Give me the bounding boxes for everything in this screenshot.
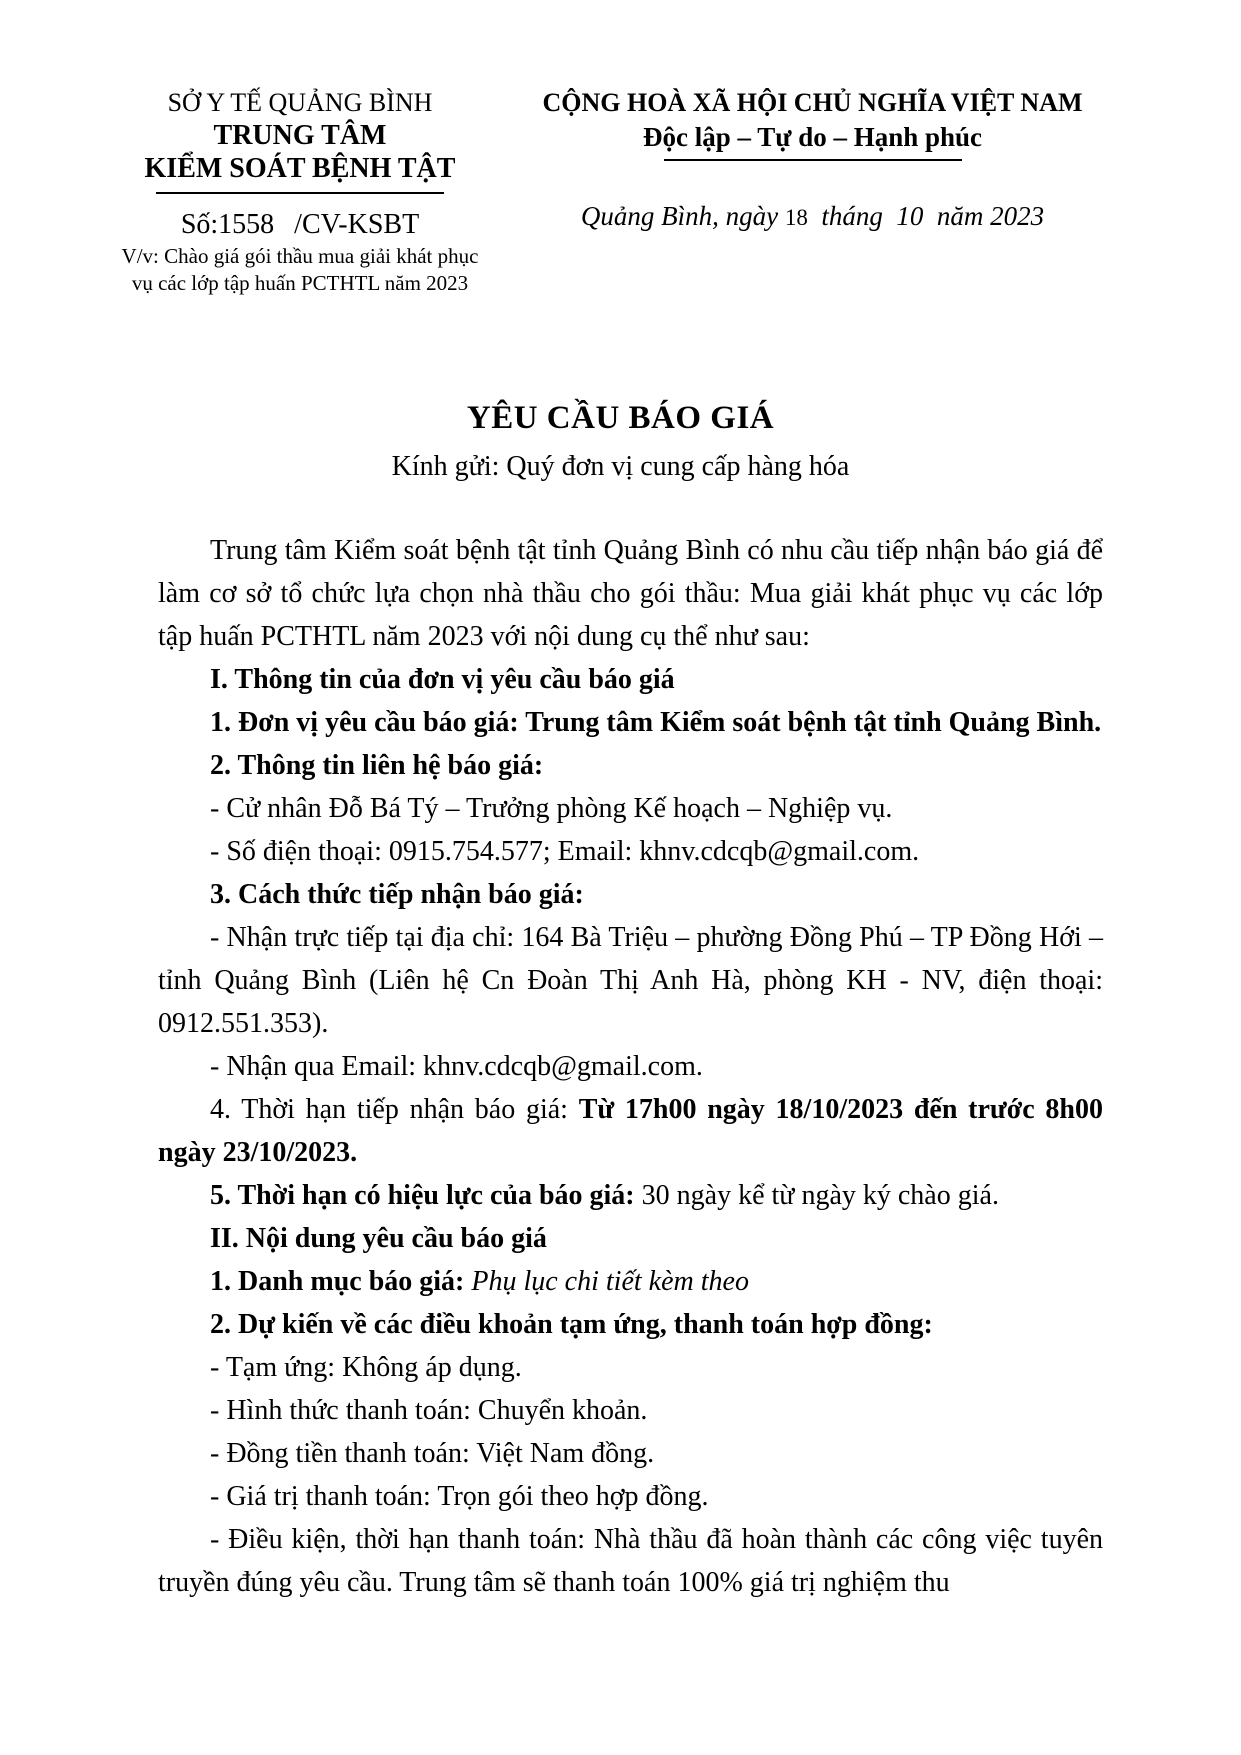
text-run: 30 ngày kể từ ngày ký chào giá.: [641, 1180, 999, 1211]
body-paragraph: [158, 1174, 1103, 1217]
body-paragraph: [158, 1432, 1103, 1475]
org-name-line1: TRUNG TÂM: [213, 119, 387, 151]
body-paragraph: [158, 1518, 1103, 1604]
salutation-line: Kính gửi: Quý đơn vị cung cấp hàng hóa: [391, 451, 850, 482]
text-run: - Tạm ứng: Không áp dụng.: [210, 1352, 522, 1383]
body-paragraph: [158, 1346, 1103, 1389]
document-header: [0, 0, 1241, 338]
text-run: 2. Dự kiến về các điều khoản tạm ứng, thanh toán hợp đồng:: [210, 1309, 933, 1340]
national-motto: Độc lập – Tự do – Hạnh phúc: [642, 121, 983, 152]
body-paragraph: [158, 529, 1103, 658]
document-subject: [95, 243, 505, 298]
body-paragraph: [158, 1389, 1103, 1432]
text-run: II. Nội dung yêu cầu báo giá: [210, 1223, 547, 1254]
body-paragraph: [158, 658, 1103, 701]
body-paragraph: [158, 1260, 1103, 1303]
text-run: 3. Cách thức tiếp nhận báo giá:: [210, 879, 584, 910]
doc-number-suffix: /CV-KSBT: [294, 208, 420, 240]
body-paragraph: [158, 916, 1103, 1045]
issuing-org-block: [95, 88, 505, 297]
body-paragraph: [158, 873, 1103, 916]
text-run: - Giá trị thanh toán: Trọn gói theo hợp đồng.: [210, 1481, 709, 1512]
document-body: [158, 529, 1103, 1604]
text-run: - Điều kiện, thời hạn thanh toán: Nhà thầu đã hoàn thành các công việc tuyên truyền đúng yêu cầu. Trung tâm sẽ thanh toán 100% giá trị nghiệm thu: [158, 1524, 1103, 1598]
body-paragraph: [158, 701, 1103, 744]
text-run: 4. Thời hạn tiếp nhận báo giá:: [210, 1094, 579, 1125]
text-run: 1. Đơn vị yêu cầu báo giá: Trung tâm Kiểm soát bệnh tật tỉnh Quảng Bình.: [210, 707, 1102, 738]
date-place-prefix: Quảng Bình, ngày: [580, 200, 785, 231]
org-name-line2: KIỂM SOÁT BỆNH TẬT: [144, 152, 456, 184]
text-run: - Cử nhân Đỗ Bá Tý – Trưởng phòng Kế hoạch – Nghiệp vụ.: [210, 793, 893, 824]
org-underline-rule: [156, 192, 444, 194]
body-paragraph: [158, 744, 1103, 787]
doc-number-value: 1558: [218, 208, 275, 240]
document-number-line: [95, 208, 505, 241]
body-paragraph: [158, 787, 1103, 830]
text-run: I. Thông tin của đơn vị yêu cầu báo giá: [210, 664, 675, 695]
body-paragraph: [158, 1045, 1103, 1088]
subject-line1: V/v: Chào giá gói thầu mua giải khát phục: [121, 243, 479, 268]
document-title: YÊU CẦU BÁO GIÁ: [466, 400, 775, 436]
text-run: - Nhận trực tiếp tại địa chỉ: 164 Bà Triệu – phường Đồng Phú – TP Đồng Hới – tỉnh Quảng Bình (Liên hệ Cn Đoàn Thị Anh Hà, phòng KH - NV, điện thoại: 0912.551.353).: [158, 922, 1103, 1039]
date-day-value: 18: [784, 204, 808, 230]
text-run: 2. Thông tin liên hệ báo giá:: [210, 750, 544, 781]
doc-number-label: Số:: [180, 208, 219, 240]
parent-org-name: SỞ Y TẾ QUẢNG BÌNH: [167, 88, 433, 117]
text-run: - Nhận qua Email: khnv.cdcqb@gmail.com.: [210, 1051, 703, 1082]
text-run: - Số điện thoại: 0915.754.577; Email: khnv.cdcqb@gmail.com.: [210, 836, 920, 867]
national-title: CỘNG HOÀ XÃ HỘI CHỦ NGHĨA VIỆT NAM: [542, 88, 1083, 117]
date-rest: tháng 10 năm 2023: [807, 200, 1045, 231]
body-paragraph: [158, 1217, 1103, 1260]
body-paragraph: [158, 1303, 1103, 1346]
text-run: Phụ lục chi tiết kèm theo: [471, 1266, 749, 1297]
body-paragraph: [158, 1475, 1103, 1518]
text-run: - Đồng tiền thanh toán: Việt Nam đồng.: [210, 1438, 655, 1469]
text-run: - Hình thức thanh toán: Chuyển khoản.: [210, 1395, 648, 1426]
text-run: Trung tâm Kiểm soát bệnh tật tỉnh Quảng Bình có nhu cầu tiếp nhận báo giá để làm cơ sở tổ chức lựa chọn nhà thầu cho gói thầu: Mua giải khát phục vụ các lớp tập huấn PCTHTL năm 2023 với nội dung cụ thể như sau:: [158, 535, 1103, 652]
national-heading-block: [530, 88, 1095, 232]
text-run: 1. Danh mục báo giá:: [210, 1266, 472, 1297]
text-run: Từ 17h00 ngày 18/10/2023 đến trước 8h00 ngày 23/10/2023.: [158, 1094, 1103, 1168]
place-date-line: [530, 201, 1095, 233]
body-paragraph: [158, 1088, 1103, 1174]
subject-line2: vụ các lớp tập huấn PCTHTL năm 2023: [131, 271, 469, 296]
motto-underline-rule: [664, 159, 962, 161]
body-paragraph: [158, 830, 1103, 873]
text-run: 5. Thời hạn có hiệu lực của báo giá:: [210, 1180, 642, 1211]
